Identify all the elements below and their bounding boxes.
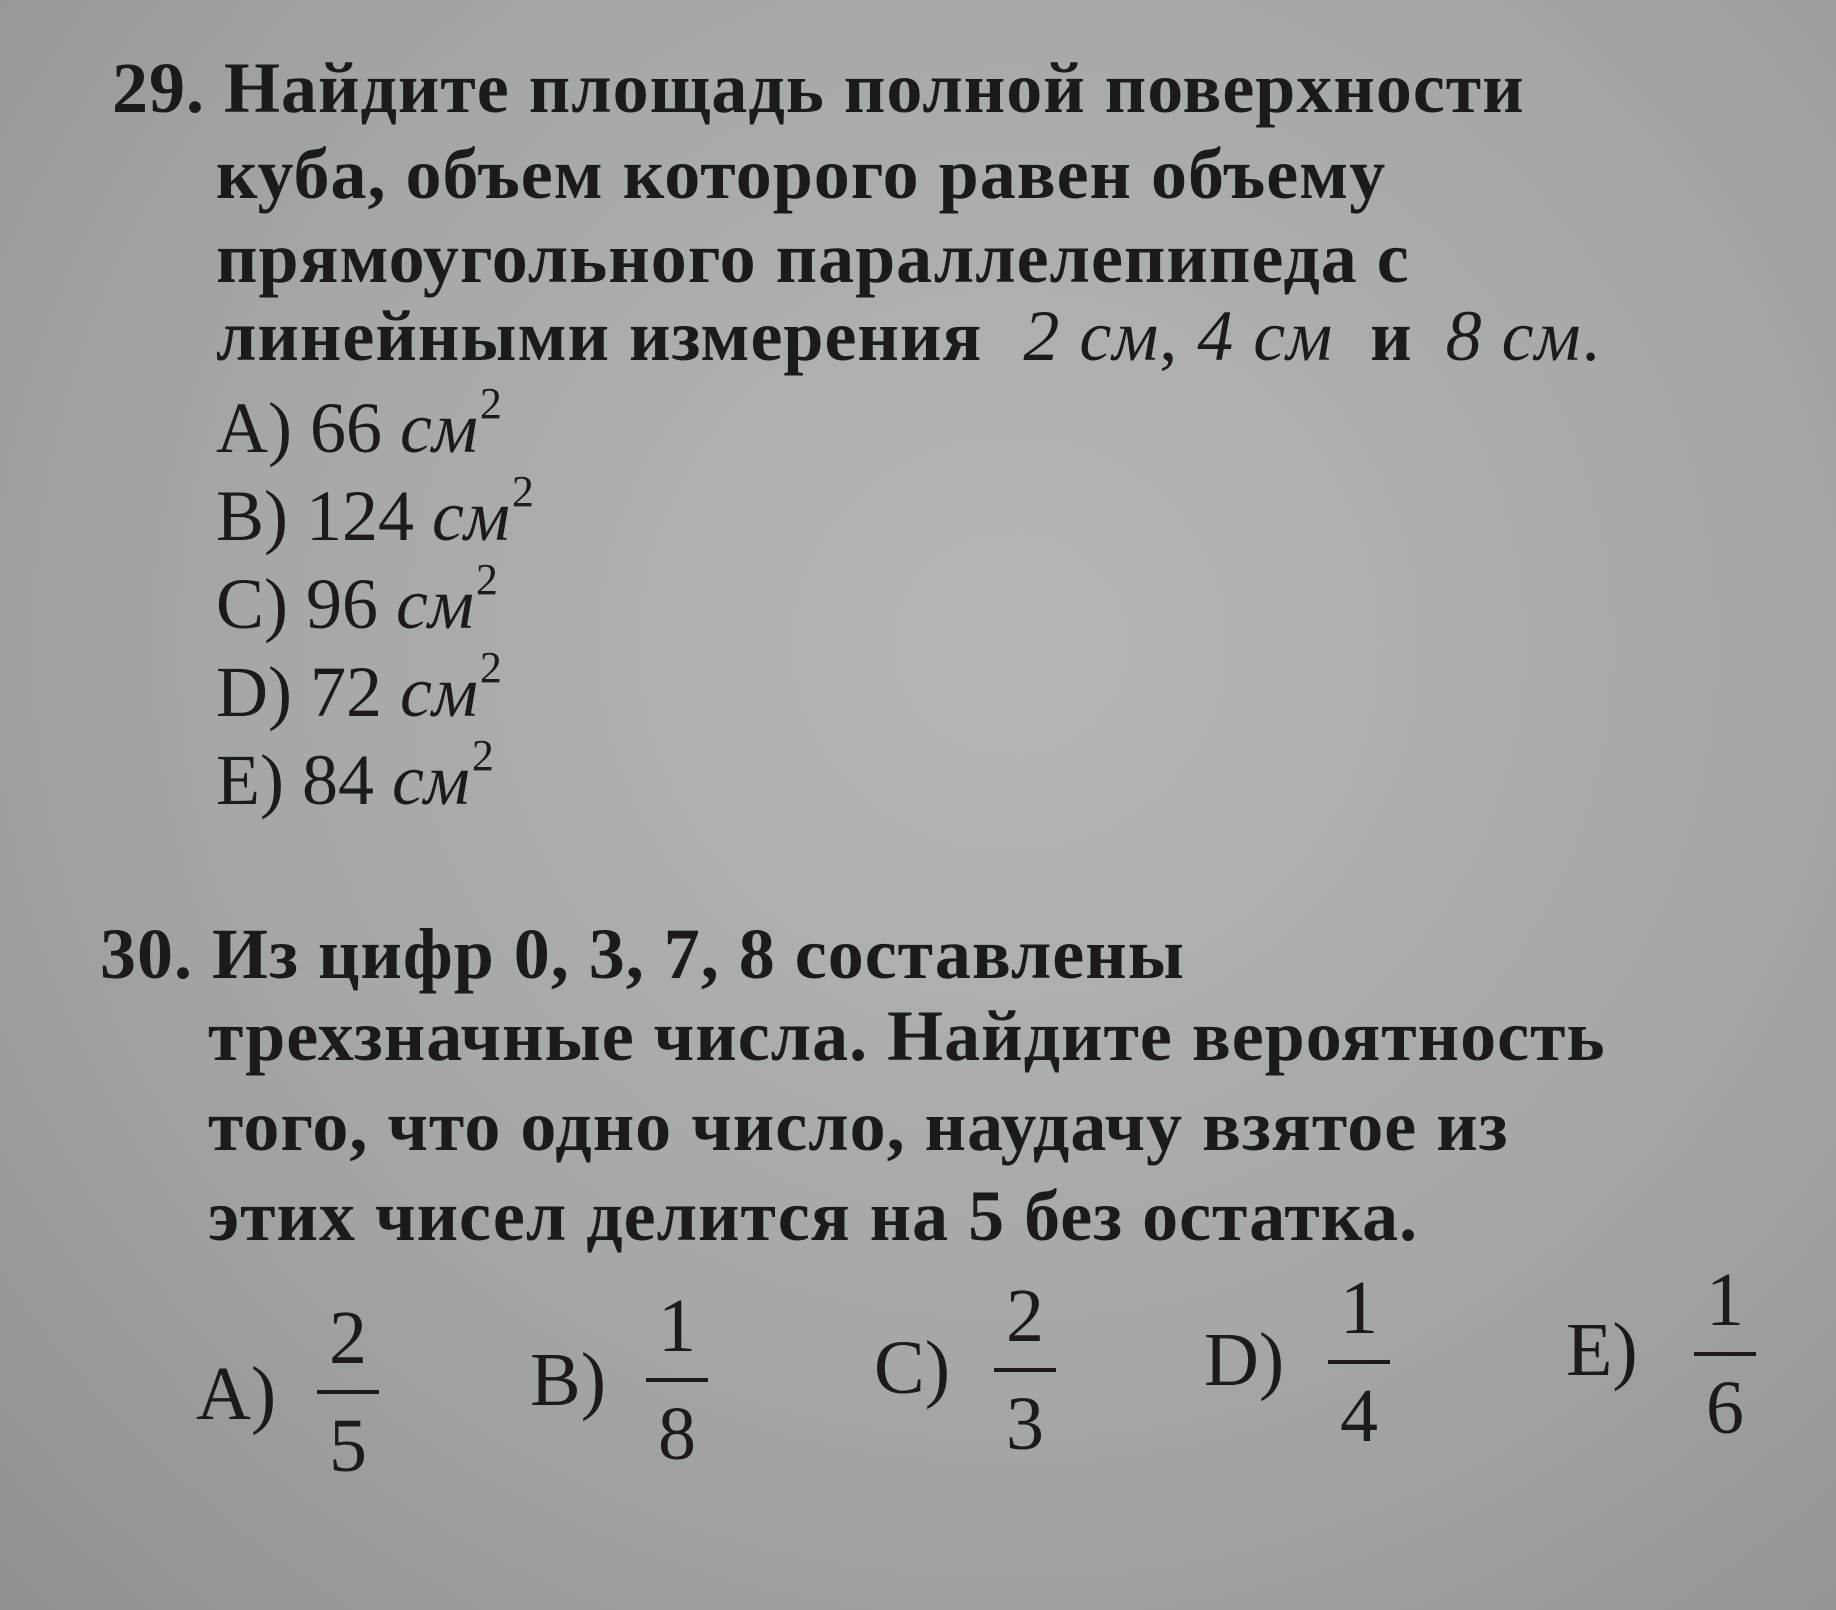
q29-option-d-label: D) (216, 652, 292, 732)
q30-option-b-numerator: 1 (658, 1284, 696, 1368)
q30-option-b-denominator: 8 (658, 1392, 696, 1476)
q29-dim-2: 4 см (1197, 296, 1334, 376)
q29-option-b-unit: см (432, 476, 510, 556)
q30-option-a[interactable] (196, 1352, 277, 1436)
q29-text-line-1: Найдите площадь полной поверхности (224, 48, 1525, 128)
q29-option-d[interactable] (216, 643, 502, 732)
q29-text-line-3: прямоугольного параллелепипеда с (216, 218, 1410, 298)
q30-text-line-4: этих чисел делится на 5 без остатка. (208, 1176, 1419, 1256)
q29-option-a-label: A) (216, 388, 292, 468)
q29-dim-sep-1: , (1159, 296, 1179, 376)
q30-option-e-label: E) (1566, 1308, 1638, 1392)
q29-option-d-power: 2 (479, 643, 502, 692)
q29-option-e-power: 2 (471, 731, 494, 780)
q29-dim-1: 2 см (1023, 296, 1160, 376)
q30-option-b-fraction (642, 1284, 712, 1476)
q29-option-b-label: B) (216, 476, 288, 556)
q30-option-c-label: C) (874, 1326, 950, 1410)
q29-option-c[interactable] (216, 555, 498, 644)
q30-option-e-fraction (1690, 1258, 1760, 1450)
q29-line-4 (216, 296, 1601, 376)
q30-option-c-fraction (990, 1274, 1060, 1466)
fraction-bar (1328, 1360, 1390, 1364)
q30-option-c[interactable] (874, 1326, 950, 1410)
q29-line-1 (112, 48, 1525, 128)
q29-dim-3: 8 см (1445, 296, 1582, 376)
q29-option-d-unit: см (399, 652, 478, 732)
q30-text-line-2: трехзначные числа. Найдите вероятность (208, 996, 1606, 1076)
q30-option-d[interactable] (1204, 1318, 1285, 1402)
q30-option-a-denominator: 5 (329, 1404, 367, 1488)
q29-option-c-label: C) (216, 564, 288, 644)
fraction-bar (317, 1390, 379, 1394)
q29-option-e[interactable] (216, 731, 494, 820)
q29-option-c-power: 2 (475, 555, 498, 604)
q30-option-e[interactable] (1566, 1308, 1638, 1392)
q30-option-a-label: A) (196, 1352, 277, 1436)
fraction-bar (1694, 1352, 1756, 1356)
q30-option-a-fraction (313, 1296, 383, 1488)
q30-option-e-numerator: 1 (1706, 1258, 1744, 1342)
q30-line-3 (208, 1086, 1509, 1166)
q29-option-a-power: 2 (479, 379, 502, 428)
q29-option-e-unit: см (391, 740, 470, 820)
q30-option-a-numerator: 2 (329, 1296, 367, 1380)
q29-option-c-value: 96 (306, 564, 378, 644)
q30-option-b-label: B) (530, 1338, 606, 1422)
q29-line-3 (216, 218, 1410, 298)
q29-dim-sep-2: и (1370, 296, 1413, 376)
q30-option-d-denominator: 4 (1340, 1374, 1378, 1458)
q29-line-2 (216, 134, 1387, 214)
q29-option-a-unit: см (399, 388, 478, 468)
q29-text-line-2: куба, объем которого равен объему (216, 134, 1387, 214)
q30-line-4 (208, 1176, 1419, 1256)
q29-text-line-4: линейными измерения (216, 296, 983, 376)
q30-line-2 (208, 996, 1606, 1076)
fraction-bar (646, 1378, 708, 1382)
fraction-bar (994, 1368, 1056, 1372)
q29-number: 29. (112, 48, 205, 128)
q30-option-c-numerator: 2 (1006, 1274, 1044, 1358)
q30-option-c-denominator: 3 (1006, 1382, 1044, 1466)
q30-option-d-fraction (1324, 1266, 1394, 1458)
q29-option-e-label: E) (216, 740, 284, 820)
q30-option-d-numerator: 1 (1340, 1266, 1378, 1350)
q29-option-e-value: 84 (301, 740, 374, 820)
q30-line-1 (100, 914, 1185, 994)
q30-text-line-1: Из цифр 0, 3, 7, 8 составлены (212, 914, 1185, 994)
q29-option-a-value: 66 (309, 388, 382, 468)
q30-number: 30. (100, 914, 193, 994)
q30-option-b[interactable] (530, 1338, 606, 1422)
q30-option-e-denominator: 6 (1706, 1366, 1744, 1450)
q29-option-b-power: 2 (511, 467, 534, 516)
q29-option-d-value: 72 (309, 652, 382, 732)
q30-option-d-label: D) (1204, 1318, 1285, 1402)
q30-text-line-3: того, что одно число, наудачу взятое из (208, 1086, 1509, 1166)
q29-option-c-unit: см (396, 564, 474, 644)
q29-end: . (1581, 296, 1601, 376)
q29-option-b-value: 124 (306, 476, 414, 556)
q29-option-a[interactable] (216, 379, 502, 468)
q29-option-b[interactable] (216, 467, 534, 556)
